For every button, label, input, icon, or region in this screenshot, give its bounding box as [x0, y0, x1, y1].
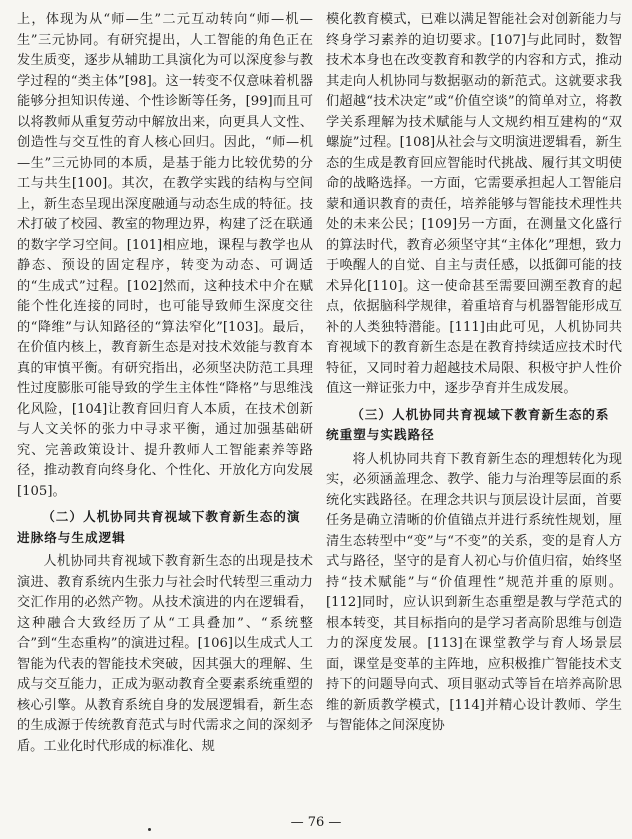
- page-number: — 76 —: [290, 815, 342, 830]
- body-paragraph: 人机协同共育视域下教育新生态的出现是技术演进、教育系统内生张力与社会时代转型三重动力交汇作用的必然产物。从技术演进的内在逻辑看，这种融合大致经历了从“工具叠加”、“系统整合”到“生态重构”的演进过程。[106]以生成式人工智能为代表的智能技术突破，因其强大的理解、生成与交互能力，正成为驱动教育全要素系统重塑的核心引擎。从教育系统自身的发展逻辑看，新生态的生成源于传统教育范式与时代需求之间的深刻矛盾。工业化时代形成的标准化、规: [17, 554, 313, 754]
- body-paragraph: 将人机协同共育下教育新生态的理想转化为现实，必须涵盖理念、教学、能力与治理等层面的系统化实践路径。在理念共识与顶层设计层面，首要任务是确立清晰的价值锚点并进行系统性规划，厘清生态转型中“变”与“不变”的关系，变的是育人方式与路径，坚守的是育人初心与价值归宿，始终坚持“技术赋能”与“价值理性”规范并重的原则。[112]同时，应认识到新生态重塑是教与学范式的根本转变，其目标指向的是学习者高阶思维与创造力的深度发展。[113]在课堂教学与育人场景层面，课堂是变革的主阵地，应积极推广智能技术支持下的问题导向式、项目驱动式等旨在培养高阶思维的新质教学模式，[114]并精心设计教师、学生与智能体之间深度协: [326, 451, 622, 733]
- body-paragraph: 上，体现为从“师—生”二元互动转向“师—机—生”三元协同。有研究提出，人工智能的角色正在发生质变，逐步从辅助工具演化为可以深度参与教学过程的“类主体”[98]。这一转变不仅意味着机器能够分担知识传递、个性诊断等任务，[99]而且可以将教师从重复劳动中解放出来，向更具人文性、创造性与交互性的育人核心回归。因此，“师—机—生”三元协同的本质，是基于能力比较优势的分工与共生[100]。其次，在教学实践的结构与空间上，新生态呈现出深度融通与动态生成的特征。技术打破了校园、教室的物理边界，构建了泛在联通的数字学习空间。[101]相应地，课程与教学也从静态、预设的固定程序，转变为动态、可调适的“生成式”过程。[102]然而，这种技术中介在赋能个性化连接的同时，也可能导致师生深度交往的“降维”与认知路径的“算法窄化”[103]。最后，在价值内核上，教育新生态是对技术效能与教育本真的审慎平衡。有研究指出，必须坚决防范工具理性过度膨胀可能导致的学生主体性“降格”与思维浅化风险，[104]让教育回归育人本质，在技术创新与人文关怀的张力中寻求平衡，通过加强基础研究、完善政策设计、提升教师人工智能素养等路径，推动教育向终身化、个性化、开放化方向发展[105]。: [17, 12, 313, 499]
- left-column: [17, 10, 313, 757]
- body-paragraph: 模化教育模式，已难以满足智能社会对创新能力与终身学习素养的迫切要求。[107]与此同时，数智技术本身也在改变教育和教学的内容和方式，推动其走向人机协同与数据驱动的新范式。这就要求我们超越“技术决定”或“价值空谈”的简单对立，将教学关系理解为技术赋能与人文规约相互建构的“双螺旋”过程。[108]从社会与文明演进逻辑看，新生态的生成是教育回应智能时代挑战、履行其文明使命的战略选择。一方面，它需要承担起人工智能启蒙和通识教育的责任，培养能够与智能技术理性共处的未来公民；[109]另一方面，在测量文化盛行的算法时代，教育必须坚守其“主体化”理想，致力于唤醒人的自觉、自主与责任感，以抵御可能的技术异化[110]。这一使命甚至需要回溯至教育的起点，依据脑科学规律，着重培育与机器智能形成互补的人类独特潜能。[111]由此可见，人机协同共育视域下的教育新生态是在教育持续适应技术时代特征，又同时着力超越技术局限、积极守护人性价值这一辩证张力中，逐步孕育并生成发展。: [326, 12, 622, 396]
- right-column: [326, 10, 622, 737]
- scan-speck: [148, 828, 151, 831]
- article-page: [17, 10, 621, 810]
- section-heading: （三）人机协同共育视域下教育新生态的系统重塑与实践路径: [326, 406, 610, 442]
- section-heading: （二）人机协同共育视域下教育新生态的演进脉络与生成逻辑: [17, 509, 301, 545]
